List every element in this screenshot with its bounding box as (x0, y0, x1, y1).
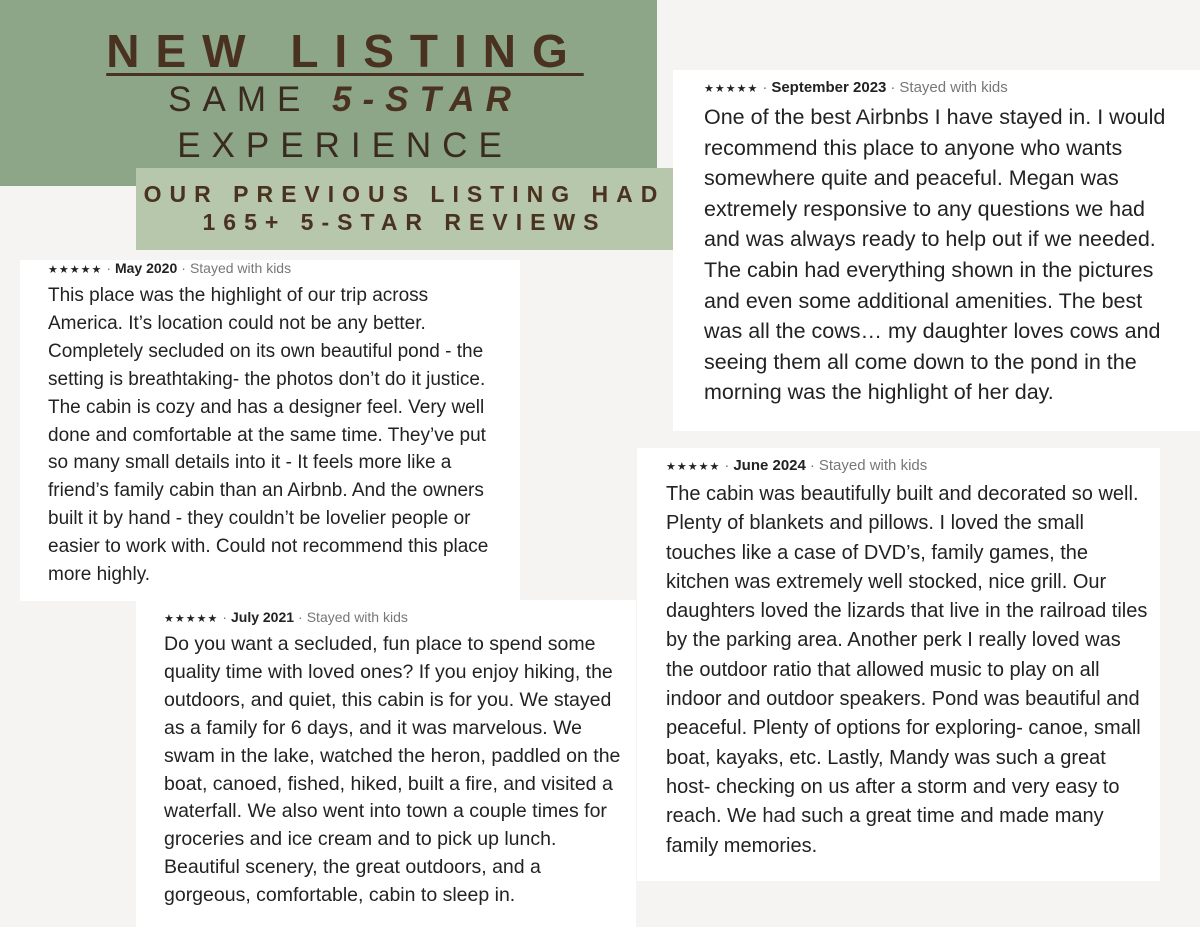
headline-new-listing: NEW LISTING (106, 25, 584, 77)
review-date: September 2023 (771, 79, 887, 96)
review-text: One of the best Airbnbs I have stayed in. I would recommend this place to anyone who wants somewhere quite and peaceful. Megan was extremely responsive to any questions we had and was always ready to help out if we needed. The cabin had everything shown in the pictures and even some additional amenities. The best was all the cows… my daughter loves cows and seeing them all come down to the pond in the morning was the highlight of her day. (704, 105, 1166, 405)
review-card-september-2023 (673, 70, 1200, 431)
five-star-rating-icon: ★★★★★ (666, 461, 721, 473)
review-card-june-2024 (637, 448, 1160, 881)
review-meta: ★★★★★ · June 2024 · Stayed with kids (666, 457, 928, 474)
banner-line-1: OUR PREVIOUS LISTING HAD (143, 181, 666, 207)
review-stay-type: Stayed with kids (306, 609, 408, 625)
review-stay-type: Stayed with kids (899, 79, 1008, 96)
headline-5-star: 5-STAR (332, 80, 522, 119)
review-meta: ★★★★★ · May 2020 · Stayed with kids (48, 260, 292, 276)
previous-listing-banner (136, 168, 673, 250)
review-meta: ★★★★★ · July 2021 · Stayed with kids (164, 609, 408, 625)
review-stay-type: Stayed with kids (189, 260, 292, 276)
five-star-rating-icon: ★★★★★ (48, 264, 103, 276)
review-date: May 2020 (114, 260, 178, 276)
review-text: Do you want a secluded, fun place to spend some quality time with loved ones? If you enjoy hiking, the outdoors, and quiet, this cabin is for you. We stayed as a family for 6 days, and it was marvelous. We swam in the lake, watched the heron, paddled on the boat, canoed, fished, hiked, built a fire, and visited a waterfall. We also went into town a couple times for groceries and ice cream and to pick up lunch. Beautiful scenery, the great outdoors, and a gorgeous, comfortable, cabin to sleep in. (164, 633, 621, 907)
review-card-may-2020 (20, 260, 520, 601)
headline-same-prefix: SAME (168, 80, 333, 119)
review-text: This place was the highlight of our trip across America. It’s location could not be any better. Completely secluded on its own beautiful pond - the setting is breathtaking- the photos don’t do it justice. The cabin is cozy and has a designer feel. Very well done and comfortable at the same time. They’ve put so many small details into it - It feels more like a friend’s family cabin than an Airbnb. And the owners built it by hand - they couldn’t be lovelier people or easier to work with. Could not recommend this place more highly. (48, 285, 489, 586)
headline-same-5-star (0, 80, 690, 120)
review-date: June 2024 (733, 457, 806, 474)
review-card-july-2021 (136, 600, 636, 927)
review-meta: ★★★★★ · September 2023 · Stayed with kids (704, 79, 1008, 96)
review-text: The cabin was beautifully built and decorated so well. Plenty of blankets and pillows. I loved the small touches like a case of DVD’s, family games, the kitchen was extremely well stocked, nice grill. Our daughters loved the lizards that live in the railroad tiles by the parking area. Another perk I really loved was the outdoor ratio that allowed music to play on all indoor and outdoor speakers. Pond was beautiful and peaceful. Plenty of options for exploring- canoe, small boat, kayaks, etc. Lastly, Mandy was such a great host- checking on us after a storm and very easy to reach. We had such a great time and made many family memories. (666, 483, 1148, 857)
five-star-rating-icon: ★★★★★ (164, 613, 219, 625)
review-date: July 2021 (230, 609, 295, 625)
banner-line-2: 165+ 5-STAR REVIEWS (202, 209, 607, 235)
five-star-rating-icon: ★★★★★ (704, 83, 759, 95)
headline-experience: EXPERIENCE (177, 126, 513, 165)
review-stay-type: Stayed with kids (818, 457, 928, 474)
